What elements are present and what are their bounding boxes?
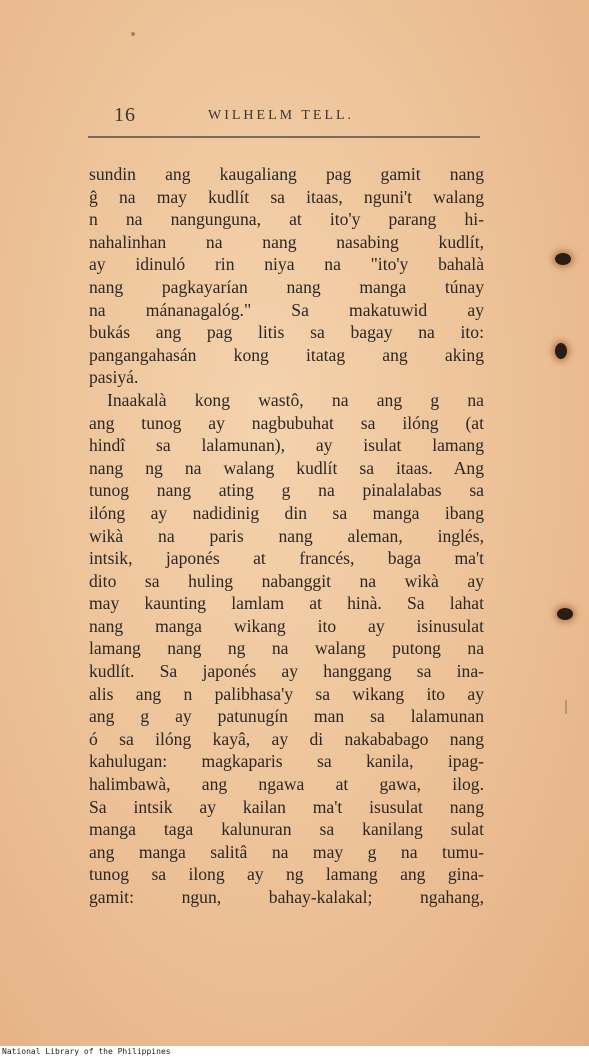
text-line: sundin ang kaugaliang pag gamit nang [89, 164, 484, 184]
text-line: pasiyá. [89, 367, 139, 388]
scan-credit: National Library of the Philippines [0, 1046, 589, 1058]
text-line: Sa intsik ay kailan ma't isusulat nang [89, 796, 484, 817]
text-line: may kaunting lamlam at hinà. Sa lahat [89, 593, 484, 614]
text-line: alis ang n palibhasa'y sa wikang ito ay [89, 683, 484, 704]
binding-hole-bottom [557, 608, 573, 620]
text-line: wikà na paris nang aleman, inglés, [89, 525, 484, 546]
text-line: ay idinuló rin niya na "ito'y bahalà [89, 254, 484, 275]
text-line: intsik, japonés at francés, baga ma't [89, 548, 484, 569]
text-line: ó sa ilóng kayâ, ay di nakababago nang [89, 728, 484, 749]
body-text [89, 163, 484, 909]
text-line: nahalinhan na nang nasabing kudlít, [89, 231, 484, 252]
text-line: gamit: ngun, bahay-kalakal; ngahang, [89, 887, 484, 907]
paragraph-start-line: Inaakalà kong wastô, na ang g na [107, 389, 484, 410]
text-line: nang ng na walang kudlít sa itaas. Ang [89, 457, 484, 478]
text-line: tunog nang ating g na pinalalabas sa [89, 480, 484, 501]
text-line: nang pagkayarían nang manga túnay [89, 276, 484, 297]
paper-stain [565, 700, 567, 714]
text-line: dito sa huling nabanggit na wikà ay [89, 570, 484, 591]
text-line: pangangahasán kong itatag ang aking [89, 344, 484, 365]
text-line: lamang nang ng na walang putong na [89, 638, 484, 659]
text-line: ang g ay patunugín man sa lalamunan [89, 706, 484, 727]
text-line: ilóng ay nadidinig din sa manga ibang [89, 502, 484, 523]
text-line: kahulugan: magkaparis sa kanila, ipag- [89, 751, 484, 772]
running-title: WILHELM TELL. [208, 108, 355, 123]
text-line: ĝ na may kudlít sa itaas, nguni't walang [89, 186, 484, 207]
text-line: halimbawà, ang ngawa at gawa, ilog. [89, 774, 484, 795]
binding-hole-middle [555, 343, 567, 359]
text-line: n na nangunguna, at ito'y parang hi- [89, 209, 484, 230]
ink-speck [131, 32, 135, 36]
page-number: 16 [114, 104, 136, 126]
text-line: hindî sa lalamunan), ay isulat lamang [89, 435, 484, 456]
binding-hole-top [555, 253, 571, 265]
text-line: bukás ang pag litis sa bagay na ito: [89, 322, 484, 343]
text-line: tunog sa ilong ay ng lamang ang gina- [89, 864, 484, 885]
text-line: ang manga salitâ na may g na tumu- [89, 841, 484, 862]
text-line: nang manga wikang ito ay isinusulat [89, 615, 484, 636]
page-header [108, 104, 478, 126]
text-line: manga taga kalunuran sa kanilang sulat [89, 819, 484, 840]
text-line: na mánanagalóg." Sa makatuwid ay [89, 299, 484, 320]
text-line: kudlít. Sa japonés ay hanggang sa ina- [89, 661, 484, 682]
text-line: ang tunog ay nagbubuhat sa ilóng (at [89, 412, 484, 433]
header-rule [88, 136, 480, 138]
